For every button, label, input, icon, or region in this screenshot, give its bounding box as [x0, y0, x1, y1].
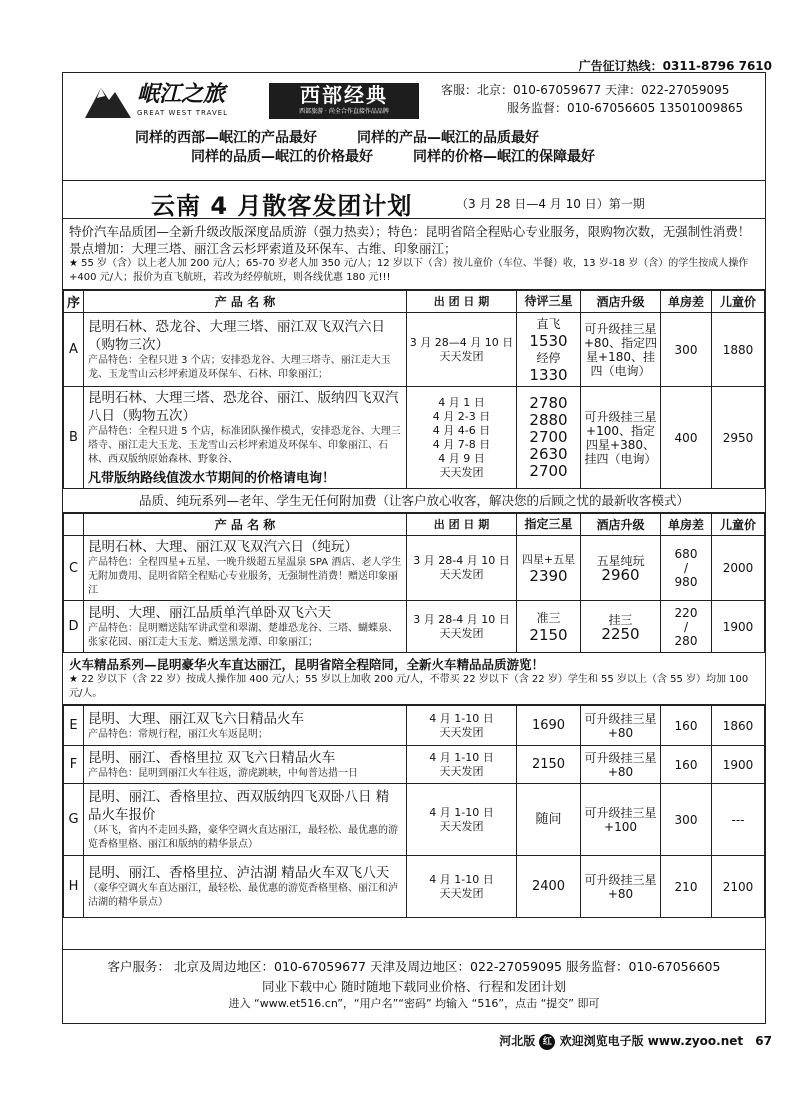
price-label: 四星+五星: [521, 553, 576, 566]
intro-section: [63, 219, 765, 290]
single-supplement-cell: 160: [661, 706, 712, 746]
product-cell: [84, 313, 407, 387]
train-series-title: 火车精品系列—昆明豪华火车直达丽江，昆明省陪全程陪同，全新火车精品品质游览！: [69, 657, 545, 672]
contact-line: 客服：北京：010-67059677 天津：022-27059095: [441, 83, 730, 97]
upgrade-label: 五星纯玩: [596, 554, 645, 568]
child-price-cell: 2950: [712, 387, 765, 489]
col-header: 酒店升级: [581, 514, 661, 536]
upgrade-cell: 可升级挂三星+80: [581, 746, 661, 784]
price-cell: [517, 536, 581, 601]
customer-service: 客户服务： 北京及周边地区：010-67059677 天津及周边地区：022-27059095 服务监督：010-67056605: [107, 959, 721, 974]
product-name: 昆明石林、大理三塔、恐龙谷、丽江、版纳四飞双汽八日（购物五次）: [88, 390, 399, 424]
date-line: 4 月 1-10 日: [429, 750, 494, 764]
ad-hotline: 广告征订热线：0311-8796 7610: [578, 59, 772, 73]
col-header-blank: [64, 514, 84, 536]
edition-label: 河北版: [499, 1034, 536, 1048]
product-cell: [84, 601, 407, 653]
upgrade-price: 2250: [601, 624, 640, 643]
upgrade-cell: 可升级挂三星+100、指定四星+380、挂四（电询）: [581, 387, 661, 489]
date-line: 天天发团: [439, 725, 484, 739]
col-header: 单房差: [661, 291, 712, 313]
price-value: 2700: [529, 428, 568, 446]
product-cell: [84, 536, 407, 601]
date-line: 4 月 1-10 日: [429, 805, 494, 819]
product-table-3: [63, 705, 765, 918]
single-value: 980: [674, 575, 698, 589]
row-index: H: [64, 856, 84, 918]
product-feature: 产品特色：全程只进 3 个店；安排恐龙谷、大理三塔寺、丽江走大玉龙、玉龙雪山云杉坪索道及环保车、石林、印象丽江；: [88, 354, 391, 380]
download-center: 同业下载中心 随时随地下载同业价格、行程和发团计划: [262, 979, 566, 994]
price-value: 2630: [529, 445, 568, 463]
price-value: 2150: [529, 625, 568, 644]
logo-text: 岷江之旅: [137, 82, 226, 107]
date-line: 天天发团: [439, 568, 484, 581]
upgrade-price: 2960: [601, 566, 640, 584]
slogan: 同样的品质—岷江的价格最好: [191, 149, 373, 165]
price-cell: 2150: [517, 746, 581, 784]
col-header: 儿童价: [712, 291, 765, 313]
title-period: （3 月 28 日—4 月 10 日）第一期: [456, 197, 645, 211]
contact-line: 服务监督：010-67056605 13501009865: [507, 101, 744, 115]
product-cell: [84, 746, 407, 784]
price-value: 1330: [529, 365, 568, 384]
col-header: 序: [64, 291, 84, 313]
product-name: 昆明、大理、丽江品质单汽单卧双飞六天: [88, 604, 331, 621]
date-line: 天天发团: [439, 465, 484, 479]
table-row: [64, 746, 765, 784]
contact-info: [441, 81, 743, 117]
product-feature: 产品特色：全程四星+五星、一晚升级超五星温泉 SPA 酒店、老人学生无附加费用、昆明省陪全程贴心专业服务，无强制性消费！赠送印象丽江: [88, 557, 402, 596]
single-separator: /: [683, 561, 689, 575]
product-cell: [84, 784, 407, 856]
product-feature: （豪华空调火车直达丽江，最轻松、最优惠的游览香格里格、丽江和泸沽湖的精华景点）: [88, 882, 398, 908]
page-footer: [499, 1032, 772, 1050]
single-value: 680: [674, 547, 698, 561]
col-header: 产 品 名 称: [84, 291, 407, 313]
price-value: 2780: [529, 394, 568, 412]
product-feature: 产品特色：昆明到丽江火车往返，游虎跳峡，中甸普达措一日: [88, 767, 358, 779]
date-cell: [407, 601, 517, 653]
row-index: G: [64, 784, 84, 856]
date-line: 4 月 1 日: [438, 395, 485, 409]
product-table-2: [63, 513, 765, 653]
row-index: D: [64, 601, 84, 653]
table-row: [64, 387, 765, 489]
date-line: 天天发团: [439, 886, 484, 900]
price-label: 直飞: [536, 316, 561, 331]
product-name: 昆明、丽江、香格里拉、泸沽湖 精品火车双飞八天: [88, 864, 390, 881]
row-index: F: [64, 746, 84, 784]
upgrade-label: 挂三: [608, 612, 633, 627]
child-price-cell: 1900: [712, 746, 765, 784]
product-cell: [84, 706, 407, 746]
date-line: 4 月 7-8 日: [432, 437, 491, 451]
table-row: [64, 536, 765, 601]
train-series-note: ★ 22 岁以下（含 22 岁）按成人操作加 400 元/人；55 岁以上加收 200 元/人，不带买 22 岁以下（含 22 岁）学生和 55 岁以上（含 55 岁）均加 100 元/人。: [69, 674, 749, 699]
col-header: 指定三星: [517, 514, 581, 536]
date-cell: [407, 706, 517, 746]
single-value: 280: [674, 633, 698, 648]
row-index: C: [64, 536, 84, 601]
child-price-cell: 1860: [712, 706, 765, 746]
col-header: 单房差: [661, 514, 712, 536]
product-name: 昆明、丽江、香格里拉 双飞六日精品火车: [88, 749, 336, 766]
product-name: 昆明、丽江、香格里拉、西双版纳四飞双卧八日 精品火车报价: [88, 788, 390, 823]
upgrade-cell: 可升级挂三星+80: [581, 706, 661, 746]
slogan: 同样的西部—岷江的产品最好: [135, 130, 317, 146]
col-header: 酒店升级: [581, 291, 661, 313]
table-row: [64, 313, 765, 387]
date-line: 4 月 2-3 日: [432, 409, 491, 423]
price-cell: 1690: [517, 706, 581, 746]
date-line: 天天发团: [439, 349, 484, 363]
row-index: E: [64, 706, 84, 746]
single-supplement-cell: [661, 536, 712, 601]
intro-note: ★ 55 岁（含）以上老人加 200 元/人；65-70 岁老人加 350 元/人；12 岁以下（含）按儿童价（车位、半餐）收，13 岁-18 岁（含）的学生按成人操作+400 元/人；报价为直飞航班，若改为经停航班，则各线优惠 180 元!!!: [69, 258, 749, 283]
page-title: 云南 4 月散客发团计划: [151, 192, 413, 220]
col-header: 产 品 名 称: [84, 514, 407, 536]
single-supplement-cell: 300: [661, 313, 712, 387]
date-cell: [407, 746, 517, 784]
date-line: 天天发团: [439, 764, 484, 778]
product-name: 昆明、大理、丽江双飞六日精品火车: [88, 710, 304, 727]
price-cell: 随问: [517, 784, 581, 856]
product-feature: （环飞，省内不走回头路，豪华空调火直达丽江，最轻松、最优惠的游览香格里格、丽江和版纳的精华景点）: [88, 824, 398, 850]
price-value: 2880: [529, 411, 568, 429]
date-cell: [407, 784, 517, 856]
col-header: 儿童价: [712, 514, 765, 536]
upgrade-cell: [581, 536, 661, 601]
brand-name: 西部经典: [300, 83, 388, 107]
price-label: 准三: [536, 610, 561, 625]
date-line: 天天发团: [439, 626, 484, 640]
slogan: 同样的价格—岷江的保障最好: [413, 149, 595, 165]
header: [63, 73, 765, 181]
footer: [63, 949, 765, 1023]
upgrade-cell: 可升级挂三星+80: [581, 856, 661, 918]
price-value: 2390: [529, 567, 568, 585]
company-logo: [83, 82, 261, 120]
intro-text: 特价汽车品质团—全新升级改版深度品质游（强力热卖）；特色：昆明省陪全程贴心专业服务，限购物次数，无强制性消费！景点增加：大理三塔、丽江含云杉坪索道及环保车、古维、印象丽江；: [69, 224, 751, 256]
date-line: 4 月 9 日: [438, 451, 485, 465]
product-name: 昆明石林、大理、丽江双飞双汽六日（纯玩）: [88, 539, 358, 555]
single-value: 220: [674, 605, 698, 620]
child-price-cell: ---: [712, 784, 765, 856]
date-line: 4 月 1-10 日: [429, 711, 494, 725]
price-cell: [517, 601, 581, 653]
single-supplement-cell: 160: [661, 746, 712, 784]
col-header: 待评三星: [517, 291, 581, 313]
price-cell: [517, 387, 581, 489]
table-header-row: [64, 291, 765, 313]
date-cell: [407, 313, 517, 387]
date-line: 4 月 4-6 日: [432, 423, 491, 437]
product-table-1: [63, 290, 765, 489]
slogans: [135, 129, 595, 167]
train-series-banner: [63, 653, 765, 705]
col-header: 出 团 日 期: [407, 291, 517, 313]
product-feature: 产品特色：常规行程，丽江火车返昆明；: [88, 728, 268, 740]
date-cell: [407, 856, 517, 918]
table-header-row: [64, 514, 765, 536]
table-row: [64, 856, 765, 918]
table-row: [64, 706, 765, 746]
upgrade-cell: 可升级挂三星+80、指定四星+180、挂四（电询）: [581, 313, 661, 387]
page-number: 67: [755, 1034, 772, 1048]
price-cell: [517, 313, 581, 387]
table-row: [64, 784, 765, 856]
row-index: B: [64, 387, 84, 489]
child-price-cell: 1900: [712, 601, 765, 653]
date-line: 3 月 28-4 月 10 日: [413, 612, 510, 626]
date-cell: [407, 387, 517, 489]
title-row: [63, 181, 765, 219]
mountain-logo-icon: [83, 82, 133, 120]
single-supplement-cell: 300: [661, 784, 712, 856]
quality-series-banner: 品质、纯玩系列—老年、学生无任何附加费（让客户放心收客，解决您的后顾之忧的最新收客模式）: [63, 489, 765, 513]
price-value: 2700: [529, 462, 568, 480]
logo-subtext: GREAT WEST TRAVEL: [137, 109, 229, 117]
single-supplement-cell: 210: [661, 856, 712, 918]
slogan-row: [135, 148, 595, 167]
single-separator: /: [683, 619, 689, 634]
download-instruction: 进入 “www.et516.cn”，“用户名”“密码” 均输入 “516”，点击 “提交” 即可: [228, 997, 600, 1010]
website-text: 欢迎浏览电子版 www.zyoo.net: [559, 1034, 744, 1048]
slogan: 同样的产品—岷江的品质最好: [357, 130, 539, 146]
flyer-frame: [62, 72, 766, 1024]
product-notice: 凡带版纳路线值泼水节期间的价格请电询！: [88, 471, 336, 486]
upgrade-cell: 可升级挂三星+100: [581, 784, 661, 856]
date-line: 3 月 28-4 月 10 日: [413, 554, 510, 567]
date-cell: [407, 536, 517, 601]
single-supplement-cell: [661, 601, 712, 653]
product-name: 昆明石林、恐龙谷、大理三塔、丽江双飞双汽六日（购物三次）: [88, 318, 385, 353]
col-header: 出 团 日 期: [407, 514, 517, 536]
single-supplement-cell: 400: [661, 387, 712, 489]
product-cell: [84, 387, 407, 489]
price-value: 1530: [529, 331, 568, 350]
date-line: 天天发团: [439, 819, 484, 833]
table-row: [64, 601, 765, 653]
slogan-row: [135, 129, 595, 148]
product-feature: 产品特色：全程只进 5 个店，标准团队操作模式，安排恐龙谷、大理三塔寺、丽江走大玉龙、玉龙雪山云杉坪索道及环保车、印象丽江、石林、西双版纳原始森林、野象谷、: [88, 426, 401, 465]
product-feature: 产品特色：昆明赠送陆军讲武堂和翠湖、楚雄恐龙谷、三塔、蝴蝶泉、张家花园、丽江走大玉龙、赠送黑龙潭、印象丽江；: [88, 622, 398, 648]
product-cell: [84, 856, 407, 918]
price-label: 经停: [536, 350, 561, 365]
child-price-cell: 1880: [712, 313, 765, 387]
edition-badge-icon: 红: [539, 1034, 555, 1050]
upgrade-cell: [581, 601, 661, 653]
date-line: 3 月 28—4 月 10 日: [409, 335, 514, 349]
brand-subtitle: 西部旅游 · 尚全合作直接作品品牌: [299, 108, 389, 115]
row-index: A: [64, 313, 84, 387]
child-price-cell: 2100: [712, 856, 765, 918]
child-price-cell: 2000: [712, 536, 765, 601]
brand-box: [269, 83, 419, 119]
date-line: 4 月 1-10 日: [429, 872, 494, 886]
price-cell: 2400: [517, 856, 581, 918]
